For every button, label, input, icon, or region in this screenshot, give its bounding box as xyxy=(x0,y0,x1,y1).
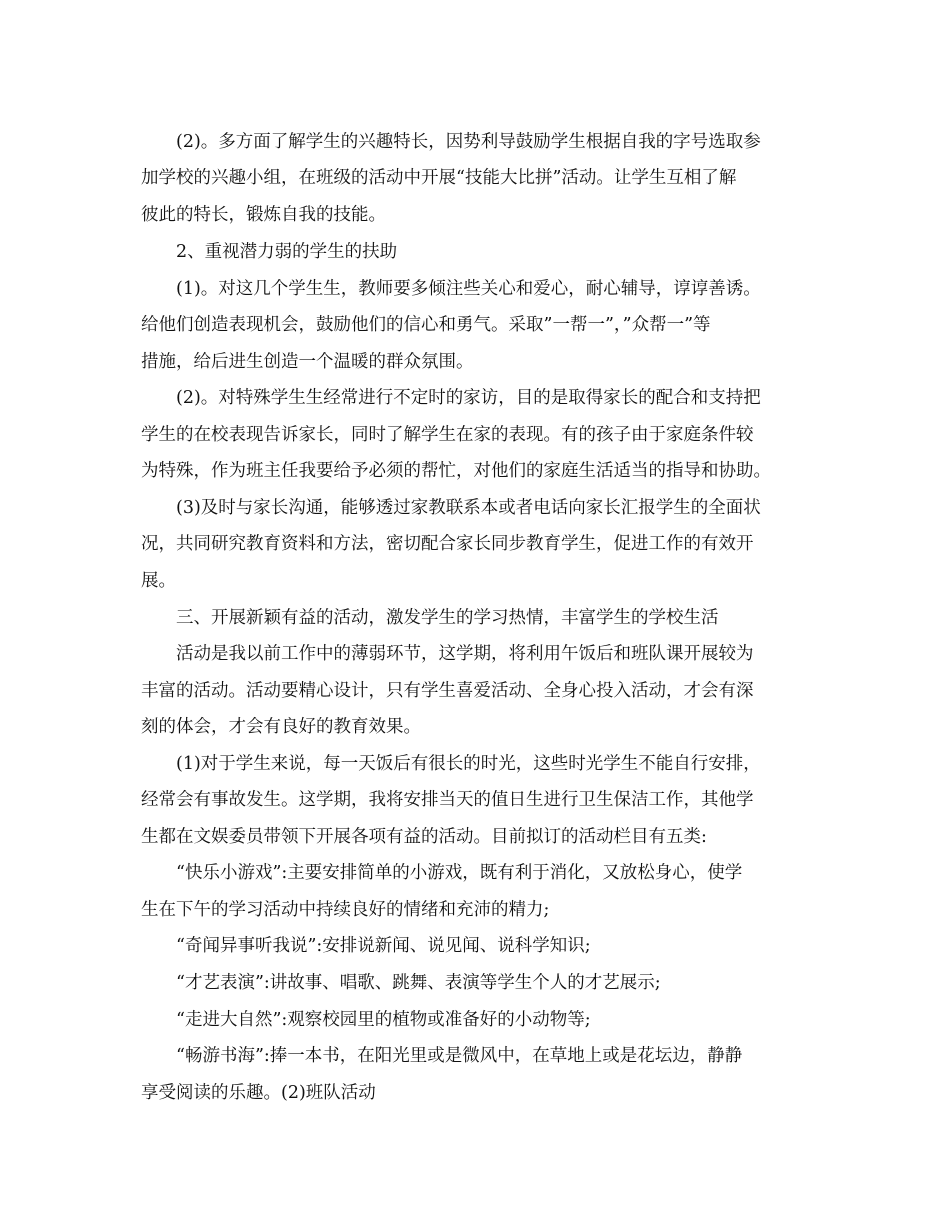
paragraph-line: (1)。对这几个学生生，教师要多倾注些关心和爱心，耐心辅导，谆谆善诱。 xyxy=(176,279,761,299)
paragraph-line: “才艺表演”:讲故事、唱歌、跳舞、表演等学生个人的才艺展示; xyxy=(176,973,661,993)
paragraph-line: 丰富的活动。活动要精心设计，只有学生喜爱活动、全身心投入活动，才会有深 xyxy=(141,681,754,701)
paragraph-line: 彼此的特长，锻炼自我的技能。 xyxy=(141,205,386,225)
paragraph-line: (1)对于学生来说，每一天饭后有很长的时光，这些时光学生不能自行安排， xyxy=(176,754,761,774)
paragraph-line: 措施，给后进生创造一个温暖的群众氛围。 xyxy=(141,352,474,372)
paragraph-line: 经常会有事故发生。这学期，我将安排当天的值日生进行卫生保洁工作，其他学 xyxy=(141,790,754,810)
paragraph-line: “奇闻异事听我说”:安排说新闻、说见闻、说科学知识; xyxy=(176,936,591,956)
paragraph-line: “走进大自然”:观察校园里的植物或准备好的小动物等; xyxy=(176,1010,591,1030)
paragraph-line: 活动是我以前工作中的薄弱环节，这学期，将利用午饭后和班队课开展较为 xyxy=(176,644,754,664)
paragraph-line: 刻的体会，才会有良好的教育效果。 xyxy=(141,717,421,737)
paragraph-line: 为特殊，作为班主任我要给予必须的帮忙，对他们的家庭生活适当的指导和协助。 xyxy=(141,461,771,481)
paragraph-line: 学生的在校表现告诉家长，同时了解学生在家的表现。有的孩子由于家庭条件较 xyxy=(141,425,754,445)
paragraph-line: “快乐小游戏”:主要安排简单的小游戏，既有利于消化，又放松身心，使学 xyxy=(176,863,743,883)
section-heading: 三、开展新颖有益的活动，激发学生的学习热情，丰富学生的学校生活 xyxy=(176,608,719,628)
paragraph-line: 生都在文娱委员带领下开展各项有益的活动。目前拟订的活动栏目有五类: xyxy=(141,827,707,847)
paragraph-line: 生在下午的学习活动中持续良好的情绪和充沛的精力; xyxy=(141,900,550,920)
section-heading: 2、重视潜力弱的学生的扶助 xyxy=(176,242,398,262)
paragraph-line: (3)及时与家长沟通，能够透过家教联系本或者电话向家长汇报学生的全面状 xyxy=(176,498,761,518)
paragraph-line: 给他们创造表现机会，鼓励他们的信心和勇气。采取”一帮一”，”众帮一”等 xyxy=(141,315,711,335)
paragraph-line: “畅游书海”:捧一本书，在阳光里或是微风中，在草地上或是花坛边，静静 xyxy=(176,1046,743,1066)
paragraph-line: (2)。对特殊学生生经常进行不定时的家访，目的是取得家长的配合和支持把 xyxy=(176,388,761,408)
paragraph-line: (2)。多方面了解学生的兴趣特长，因势利导鼓励学生根据自我的字号选取参 xyxy=(176,132,761,152)
paragraph-line: 加学校的兴趣小组，在班级的活动中开展“技能大比拼”活动。让学生互相了解 xyxy=(141,168,737,188)
paragraph-line: 展。 xyxy=(141,571,176,591)
paragraph-line: 享受阅读的乐趣。(2)班队活动 xyxy=(141,1083,376,1103)
paragraph-line: 况，共同研究教育资料和方法，密切配合家长同步教育学生，促进工作的有效开 xyxy=(141,534,754,554)
